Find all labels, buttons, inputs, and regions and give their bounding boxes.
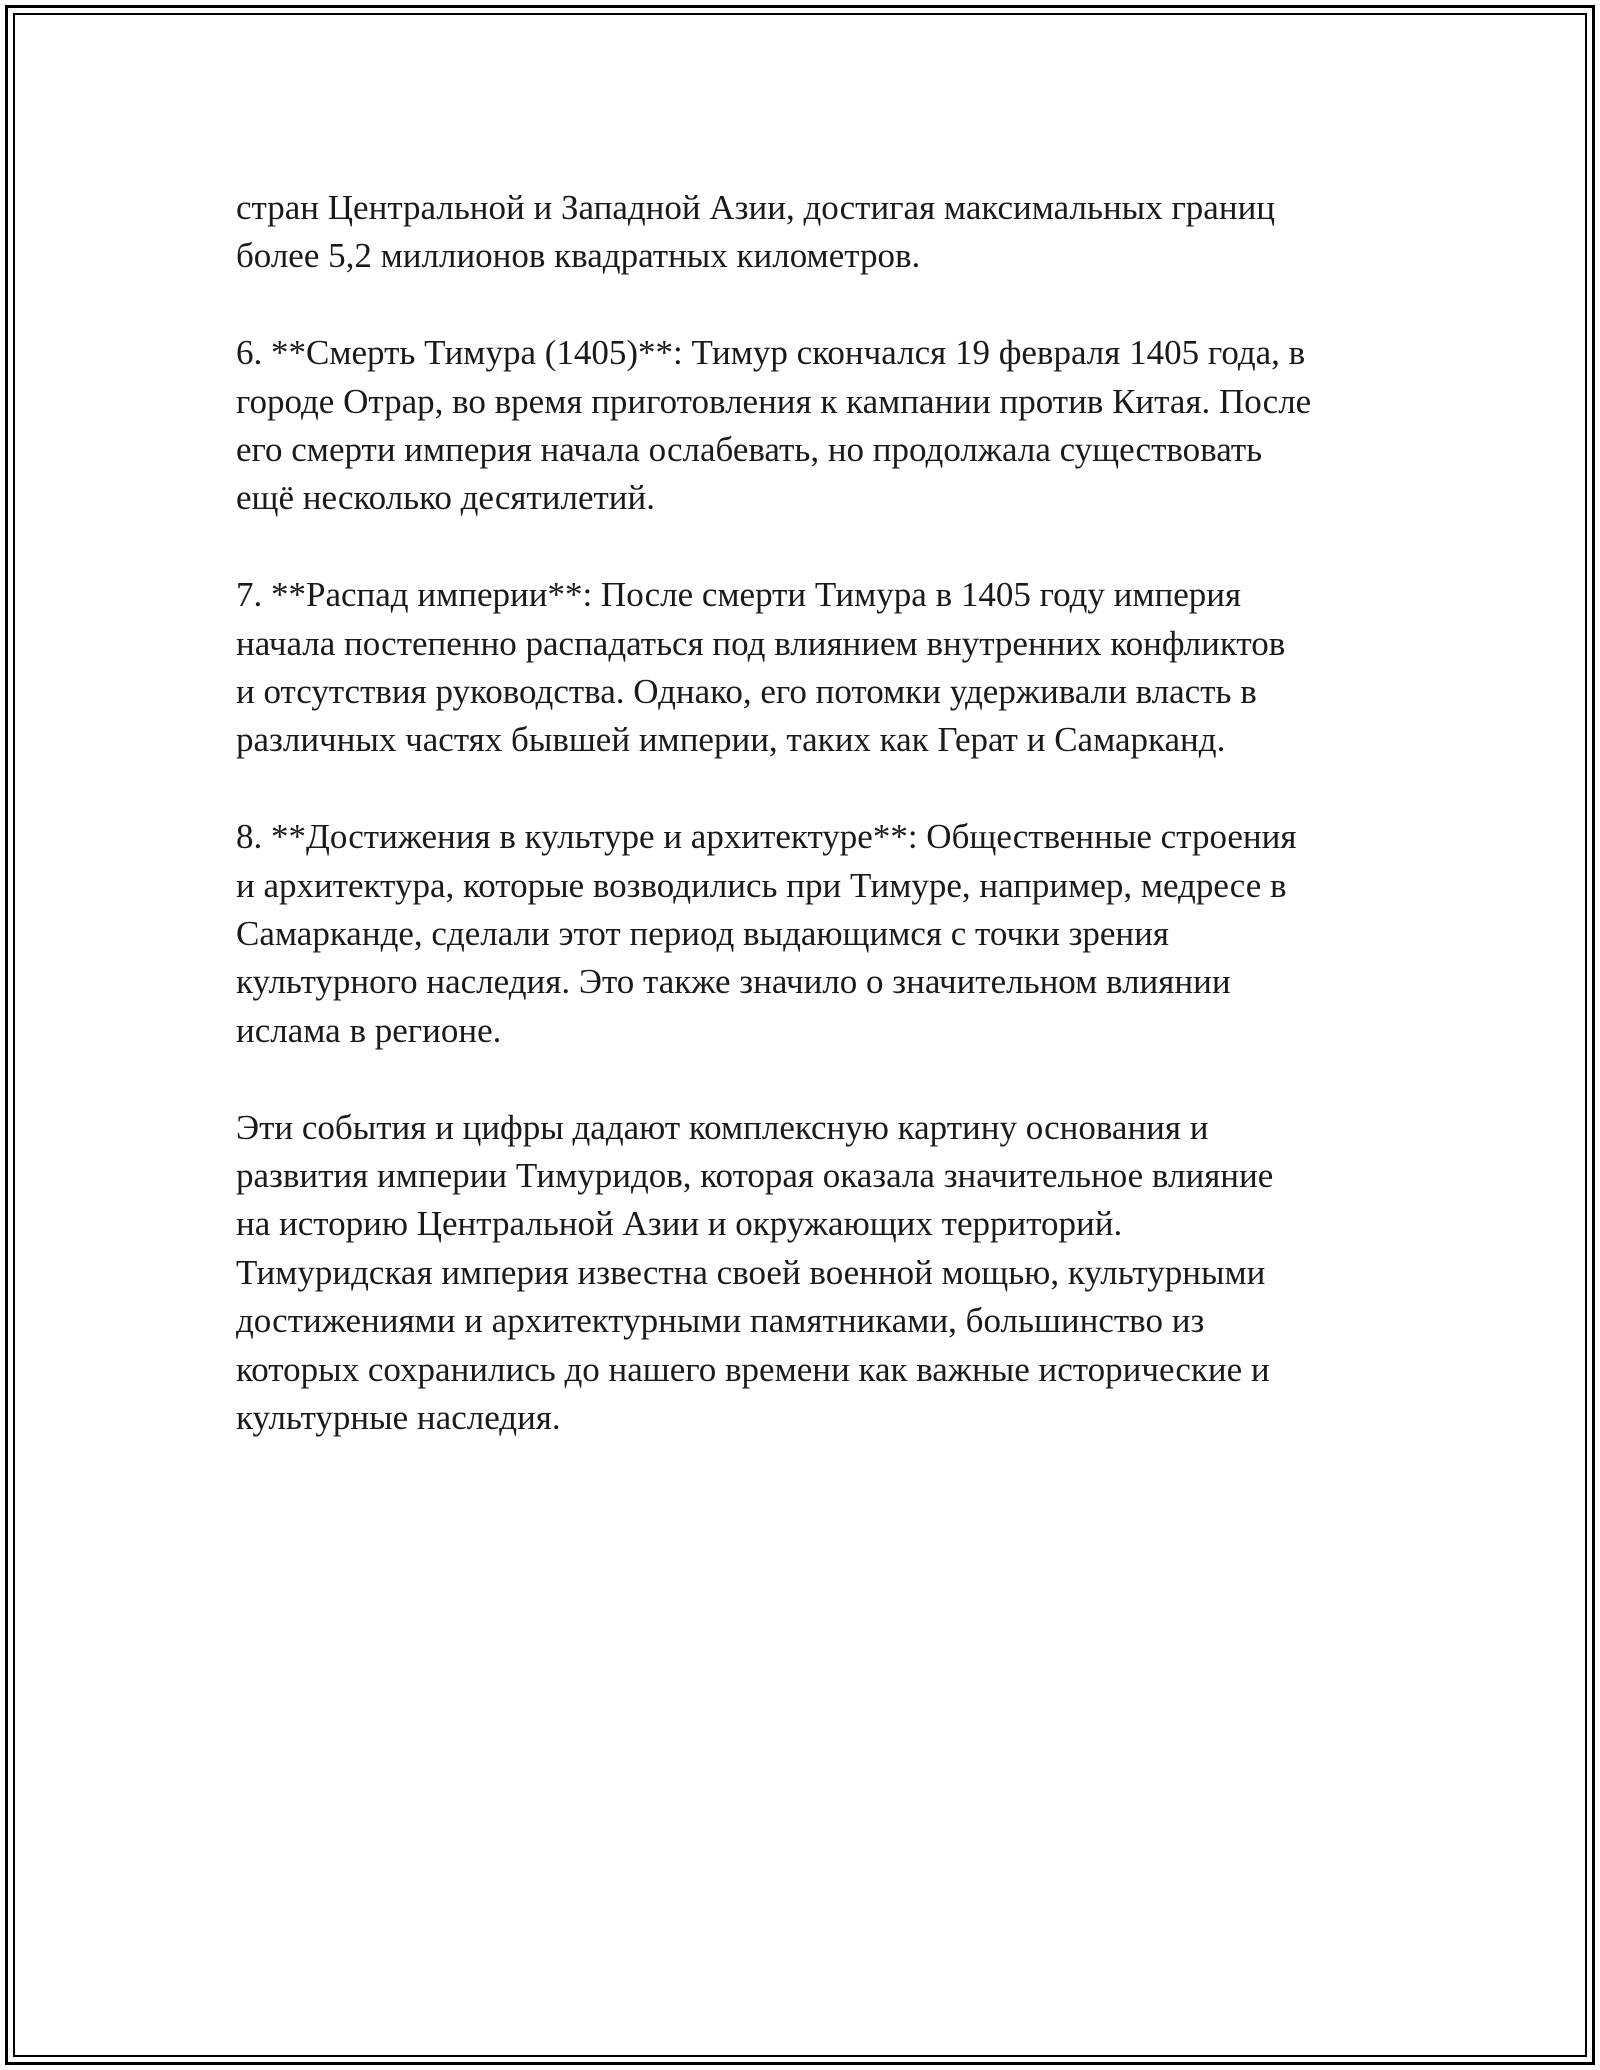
paragraph-timur-death xyxy=(236,329,1386,523)
text-line: Самарканде, сделали этот период выдающимся с точки зрения xyxy=(236,914,1169,954)
text-line: которых сохранились до нашего времени как важные исторические и xyxy=(236,1349,1270,1389)
text-line: ислама в регионе. xyxy=(236,1010,502,1050)
paragraph-culture-architecture xyxy=(236,813,1386,1055)
text-line: начала постепенно распадаться под влиянием внутренних конфликтов xyxy=(236,623,1286,663)
text-line: и архитектура, которые возводились при Тимуре, например, медресе в xyxy=(236,865,1287,905)
text-line: городе Отрар, во время приготовления к кампании против Китая. После xyxy=(236,381,1312,421)
text-line: развития империи Тимуридов, которая оказала значительное влияние xyxy=(236,1156,1274,1196)
paragraph-empire-collapse xyxy=(236,571,1386,765)
text-line: 8. **Достижения в культуре и архитектуре**: Общественные строения xyxy=(236,817,1297,857)
text-line: культурного наследия. Это также значило о значительном влиянии xyxy=(236,962,1231,1002)
paragraph-conclusion xyxy=(236,1104,1386,1443)
text-line: Эти события и цифры дадают комплексную картину основания и xyxy=(236,1107,1209,1147)
text-line: Тимуридская империя известна своей военной мощью, культурными xyxy=(236,1252,1266,1292)
text-line: различных частях бывшей империи, таких как Герат и Самарканд. xyxy=(236,720,1226,760)
text-line: его смерти империя начала ослабевать, но продолжала существовать xyxy=(236,430,1263,470)
text-line: культурные наследия. xyxy=(236,1398,561,1438)
text-line: и отсутствия руководства. Однако, его потомки удерживали власть в xyxy=(236,672,1257,712)
text-line: 7. **Распад империи**: После смерти Тимура в 1405 году империя xyxy=(236,575,1242,615)
text-line: ещё несколько десятилетий. xyxy=(236,478,655,518)
text-line: более 5,2 миллионов квадратных километров. xyxy=(236,236,921,276)
document-body xyxy=(236,184,1386,1491)
text-line: достижениями и архитектурными памятниками, большинство из xyxy=(236,1301,1205,1341)
text-line: 6. **Смерть Тимура (1405)**: Тимур скончался 19 февраля 1405 года, в xyxy=(236,333,1306,373)
text-line: на историю Центральной Азии и окружающих территорий. xyxy=(236,1204,1123,1244)
text-line: стран Центральной и Западной Азии, достигая максимальных границ xyxy=(236,188,1276,227)
paragraph-empire-extent xyxy=(236,184,1386,281)
